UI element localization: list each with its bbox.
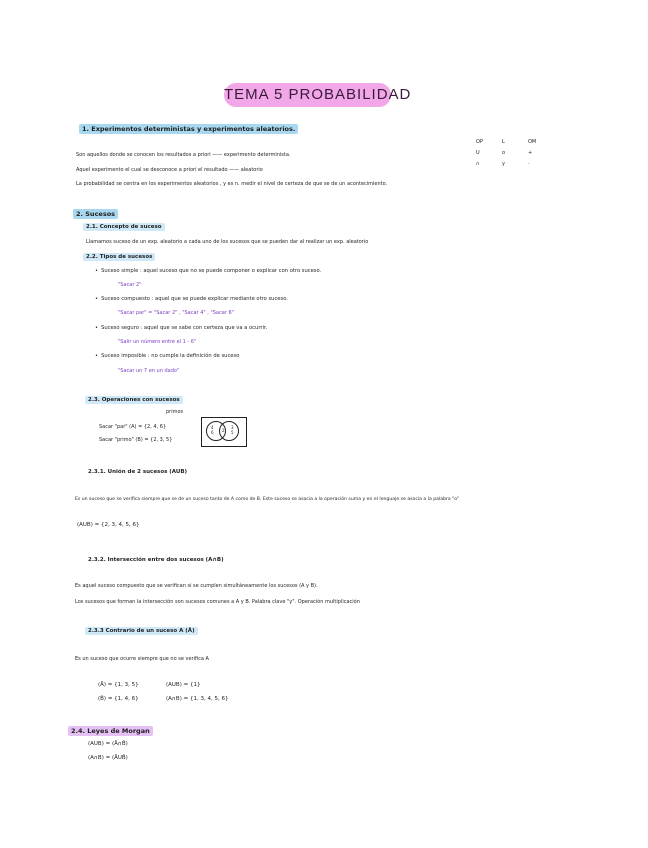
ops-cell: + xyxy=(528,150,533,156)
venn-only-a: 4 6 xyxy=(211,425,214,435)
ops-cell: ∩ xyxy=(476,161,480,167)
morgan-law-2: (A∩B) = (ĀUB̄) xyxy=(88,755,128,761)
complement-b: (B̄) = {1, 4, 6} xyxy=(98,696,139,702)
s1-line-3: La probabilidad se centra en los experimentos aleatorios , y es n. medir el nivel de certeza de que se de un acontecimiento. xyxy=(76,181,388,187)
ops-header-om: OM xyxy=(528,139,537,145)
type-imposible: • Suceso imposible : no cumple la definición de suceso xyxy=(95,353,239,359)
section-2-1-heading: 2.1. Concepto de suceso xyxy=(83,223,165,231)
venn-intersection: 2 xyxy=(222,428,225,433)
section-2-4-heading: 2.4. Leyes de Morgan xyxy=(68,726,153,736)
ops-cell: U xyxy=(476,150,480,156)
morgan-law-1: (AUB) = (Ā∩B̄) xyxy=(88,741,128,747)
complement-union: (AUB) = {1} xyxy=(166,682,201,688)
type-imposible-example: "Sacar un 7 en un dado" xyxy=(118,368,180,374)
s232-line-2: Los sucesos que forman la intersección son sucesos comunes a A y B. Palabra clave "y". Operación multiplicación xyxy=(75,599,360,605)
complement-a: (Ā) = {1, 3, 5} xyxy=(98,682,139,688)
ops-cell: o xyxy=(502,150,506,156)
primos-annotation: primos xyxy=(166,409,184,415)
s231-line: Es un suceso que se verifica siempre que se de un suceso tanto de A como de B. Este suceso se asocia a la operación suma y en el lenguaje se asocia a la palabra "o" xyxy=(75,497,460,502)
section-2-3-heading: 2.3. Operaciones con sucesos xyxy=(85,396,183,404)
s232-line-1: Es aquel suceso compuesto que se verifican si se cumplen simultáneamente los sucesos (A y B). xyxy=(75,583,318,589)
section-2-2-heading: 2.2. Tipos de sucesos xyxy=(83,253,155,261)
ops-header-op: OP xyxy=(476,139,483,145)
ops-cell: y xyxy=(502,161,505,167)
s21-line: Llamamos suceso de un exp. aleatorio a cada uno de los sucesos que se pueden dar al realizar un exp. aleatorio xyxy=(86,239,369,245)
section-2-3-1-heading: 2.3.1. Unión de 2 sucesos (AUB) xyxy=(88,469,188,475)
s233-line: Es un suceso que ocurre siempre que no se verifica A xyxy=(75,656,209,662)
section-2-heading: 2. Sucesos xyxy=(73,209,118,219)
page-title: TEMA 5 PROBABILIDAD xyxy=(224,83,391,107)
section-2-3-3-heading: 2.3.3 Contrario de un suceso A (Ā) xyxy=(85,627,198,635)
section-2-3-2-heading: 2.3.2. Intersección entre dos sucesos (A∩B) xyxy=(88,557,224,563)
union-formula: (AUB) = {2, 3, 4, 5, 6} xyxy=(77,522,140,528)
complement-intersection: (A∩B) = {1, 3, 4, 5, 6} xyxy=(166,696,229,702)
venn-diagram xyxy=(201,417,247,447)
set-b: Sacar "primo" (B) = {2, 3, 5} xyxy=(99,437,173,443)
type-compuesto: • Suceso compuesto : aquel que se puede explicar mediante otro suceso. xyxy=(95,296,288,302)
set-a: Sacar "par" (A) = {2, 4, 6} xyxy=(99,424,167,430)
s1-line-2: Aquel experimento el cual se desconoce a priori el resultado —— aleatorio xyxy=(76,167,263,173)
section-1-heading: 1. Experimentos deterministas y experimentos aleatorios. xyxy=(79,124,298,134)
venn-only-b: 3 5 xyxy=(231,425,234,435)
type-simple: • Suceso simple : aquel suceso que no se puede componer o explicar con otro suceso. xyxy=(95,268,321,274)
type-seguro-example: "Salir un número entre el 1 - 6" xyxy=(118,339,197,345)
ops-header-l: L xyxy=(502,139,505,145)
s1-line-1: Son aquellos donde se conocen los resultados a priori —— experimento determinista. xyxy=(76,152,291,158)
ops-cell: · xyxy=(528,161,530,167)
type-seguro: • Suceso seguro : aquel que se sabe con certeza que va a ocurrir. xyxy=(95,325,267,331)
operations-table xyxy=(476,139,554,172)
type-compuesto-example: "Sacar par" = "Sacar 2" , "Sacar 4" , "Sacar 6" xyxy=(118,310,234,316)
type-simple-example: "Sacar 2" xyxy=(118,282,142,288)
